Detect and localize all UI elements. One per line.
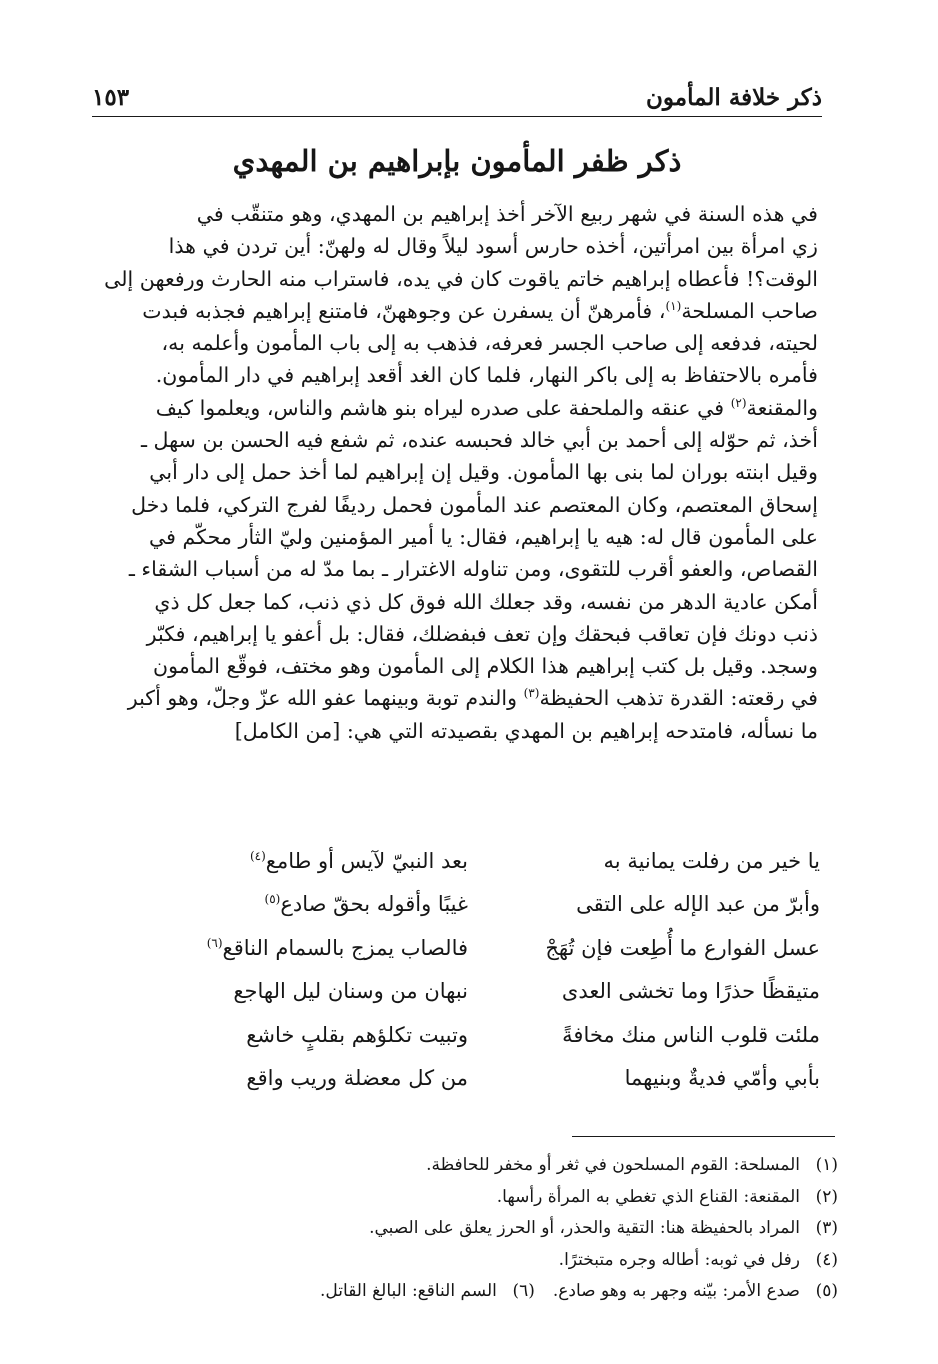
- running-title: ذكر خلافة المأمون: [646, 84, 822, 111]
- footnote-text: رفل في ثوبه: أطاله وجره متبخترًا.: [558, 1249, 800, 1270]
- page-number: ١٥٣: [92, 84, 130, 111]
- footnote-text: السم الناقع: البالغ القاتل.: [320, 1281, 497, 1301]
- verse-first-hemistich: يا خير من رفلت يمانية به: [603, 848, 820, 873]
- footnote-number: (٢): [815, 1186, 838, 1207]
- footnote-text: المراد بالحفيظة هنا: التقية والحذر، أو الحرز يعلق على الصبي.: [369, 1218, 800, 1238]
- verse-first-hemistich: عسل الفوارع ما أُطِعت فإن تُهَجْ: [545, 935, 820, 960]
- verse-second-hemistich: من كل معضلة وريب واقع: [246, 1066, 468, 1091]
- poem-verse: [128, 1057, 820, 1101]
- footnote-number: (٣): [815, 1218, 838, 1238]
- body-line: [96, 295, 818, 327]
- verse-text: بعد النبيّ لآيس أو طامع: [265, 848, 468, 873]
- body-line: القصاص، والعفو أقرب للتقوى، ومن تناوله الاغترار ـ بما مدّ له من أسباب الشقاء ـ: [128, 557, 818, 582]
- running-header: [92, 78, 822, 117]
- poem-verse: [128, 970, 820, 1014]
- footnote: [96, 1245, 838, 1277]
- verse-second-hemistich: وتبيت تكلؤهم بقلبٍ خاشع: [246, 1022, 468, 1047]
- body-line: لحيته، فدفعه إلى صاحب الجسر فعرفه، فذهب به إلى باب المأمون وأعلمه به،: [161, 331, 818, 356]
- footnote-inline: [320, 1276, 535, 1308]
- body-line: [96, 392, 818, 424]
- footnote-number: (٥): [815, 1281, 838, 1301]
- footnote: [96, 1276, 838, 1308]
- section-title: ذكر ظفر المأمون بإبراهيم بن المهدي: [232, 144, 682, 178]
- body-line: فأمره بالاحتفاظ به إلى باكر النهار، فلما كان الغد أقعد إبراهيم في دار المأمون.: [155, 363, 818, 388]
- body-paragraph: [96, 198, 818, 747]
- footnote-number: (١): [815, 1155, 838, 1175]
- footnote-reference: (٥): [264, 892, 281, 907]
- verse-first-hemistich: متيقظًا حذرًا وما تخشى العدى: [561, 979, 820, 1004]
- body-line: أخذ، ثم حوّله إلى أحمد بن أبي خالد فحبسه عنده، ثم شفع فيه الحسن بن سهل ـ: [140, 428, 818, 453]
- verse-first-hemistich: وأبرّ من عبد الإله على التقى: [576, 892, 820, 917]
- verse-second-hemistich: نبهان من وسنان ليل الهاجع: [233, 979, 468, 1004]
- footnote-text: صدع الأمر: بيّنه وجهر به وهو صادع.: [552, 1281, 800, 1301]
- verse-second-hemistich: [128, 849, 468, 873]
- footnote: [96, 1182, 838, 1214]
- body-line-part: صاحب المسلحة: [681, 298, 818, 323]
- footnote: [96, 1213, 838, 1245]
- footnote-divider: [572, 1136, 835, 1137]
- body-line-part: ، فأمرهنّ أن يسفرن عن وجوههنّ، فامتنع إبراهيم فجذبه فبدت: [142, 298, 666, 323]
- body-line: أمكن عادية الدهر من نفسه، وقد جعلك الله فوق كل ذي ذنب، كما جعل كل ذي: [154, 589, 818, 614]
- footnote-text: المسلحة: القوم المسلحون في ثغر أو مخفر للحافظة.: [426, 1155, 800, 1175]
- poem-verse: [128, 926, 820, 970]
- footnote-text: المقنعة: القناع الذي تغطي به المرأة رأسها.: [496, 1186, 800, 1207]
- body-line: على المأمون قال له: هيه يا إبراهيم، فقال: يا أمير المؤمنين وليّ الثأر محكّم في: [149, 524, 818, 549]
- verse-first-hemistich: بأبي وأمّي فديةٌ وبنيهما: [624, 1066, 820, 1091]
- body-line-part: في رقعته: القدرة تذهب الحفيظة: [539, 686, 818, 711]
- poem-verse: [128, 839, 820, 883]
- body-line: ما نسأله، فامتدحه إبراهيم بن المهدي بقصيدته التي هي: [من الكامل]: [234, 718, 818, 743]
- footnote-number: (٦): [512, 1281, 535, 1301]
- body-line-part: في عنقه والملحفة على صدره ليراه بنو هاشم والناس، ويعلموا كيف: [155, 395, 731, 420]
- verse-text: غيبًا وأقوله بحقّ صادع: [280, 892, 468, 917]
- body-line: الوقت؟! فأعطاه إبراهيم خاتم ياقوت كان في يده، فاستراب منه الحارث ورفعهن إلى: [104, 266, 818, 291]
- poem-verse: [128, 883, 820, 927]
- verse-second-hemistich: [128, 936, 468, 960]
- verse-first-hemistich: ملئت قلوب الناس منك مخافةً: [562, 1022, 820, 1047]
- footnote-reference: (٦): [206, 935, 223, 950]
- body-line-part: والندم توبة وبينهما عفو الله عزّ وجلّ، وهو أكبر: [127, 686, 524, 711]
- poem-verse: [128, 1013, 820, 1057]
- footnote-reference: (٣): [523, 686, 540, 701]
- body-line: وسجد. وقيل بل كتب إبراهيم هذا الكلام إلى المأمون وهو مختف، فوقّع المأمون: [152, 654, 818, 679]
- footnote: [96, 1150, 838, 1182]
- body-line-part: والمقنعة: [746, 395, 818, 420]
- body-line: إسحاق المعتصم، وكان المعتصم عند المأمون فحمل رديفًا لفرج التركي، فلما دخل: [131, 492, 818, 517]
- footnote-reference: (٢): [730, 395, 747, 410]
- footnote-number: (٤): [815, 1249, 838, 1270]
- body-line: زي امرأة بين امرأتين، أخذه حارس أسود ليلاً وقال له ولهنّ: أين تردن في هذا: [168, 234, 818, 259]
- body-line: [96, 682, 818, 714]
- verse-second-hemistich: [128, 892, 468, 916]
- verse-text: فالصاب يمزج بالسمام الناقع: [222, 935, 468, 960]
- footnote-reference: (١): [665, 299, 682, 314]
- poem: [128, 839, 820, 1100]
- body-line: في هذه السنة في شهر ربيع الآخر أخذ إبراهيم بن المهدي، وهو متنقّب في: [196, 202, 818, 226]
- body-line: وقيل ابنته بوران لما بنى بها المأمون. وقيل إن إبراهيم لما أخذ حمل إلى دار أبي: [149, 460, 818, 485]
- footnotes: [96, 1150, 838, 1308]
- body-line: ذنب دونك فإن تعاقب فبحقك وإن تعف فبفضلك، فقال: بل أعفو يا إبراهيم، فكبّر: [146, 621, 818, 646]
- footnote-reference: (٤): [249, 848, 266, 863]
